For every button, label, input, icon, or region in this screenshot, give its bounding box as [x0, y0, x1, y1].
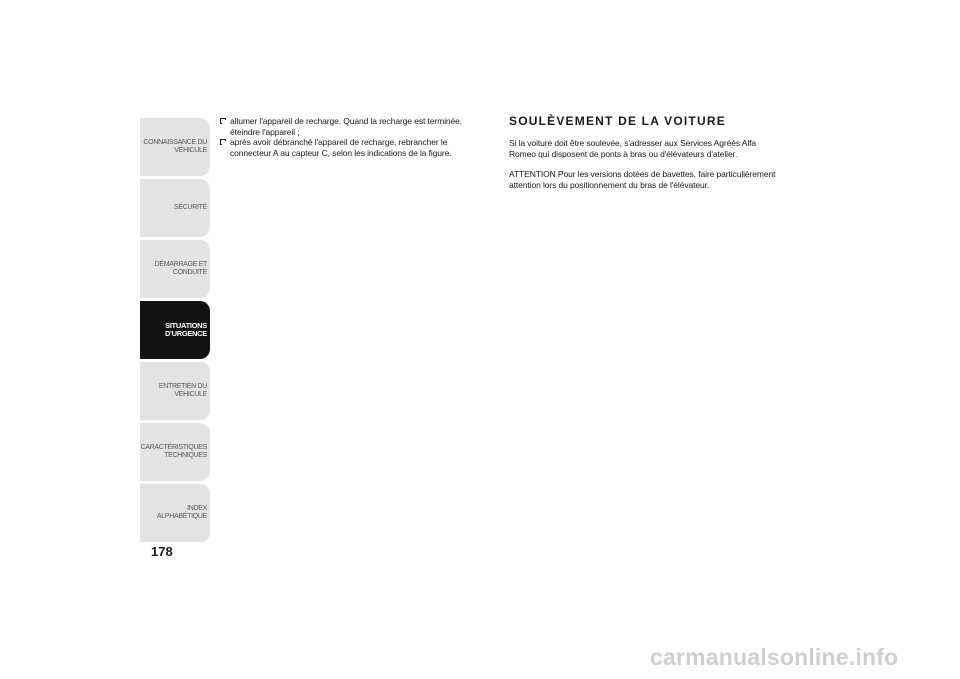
tab-entretien-du-vehicule[interactable]: [140, 362, 210, 420]
tab-label: DÉMARRAGE ET CONDUITE: [154, 261, 207, 276]
chapter-tabs: [140, 118, 210, 545]
tab-label: INDEX ALPHABÉTIQUE: [156, 505, 207, 520]
tab-label: CONNAISSANCE DU VÉHICULE: [143, 139, 207, 154]
left-column: [220, 116, 485, 158]
tab-connaissance-du-vehicule[interactable]: [140, 118, 210, 176]
paragraph: Si la voiture doit être soulevée, s'adresser aux Services Agréés Alfa Romeo qui disposent de ponts à bras ou d'élévateurs d'atelier.: [509, 138, 757, 159]
checkbox-bullet-icon: [220, 139, 226, 145]
list-item-text: après avoir débranché l'appareil de recharge, rebrancher le connecteur A au capteur C, selon les indications de la figure.: [230, 137, 452, 158]
tab-index-alphabetique[interactable]: [140, 484, 210, 542]
watermark: carmanualsonline.info: [650, 644, 899, 670]
right-column: [509, 114, 779, 200]
page-number: 178: [151, 544, 173, 559]
section-title: SOULÈVEMENT DE LA VOITURE: [509, 114, 726, 128]
tab-securite[interactable]: [140, 179, 210, 237]
tab-label: CARACTÉRISTIQUES TECHNIQUES: [140, 444, 207, 459]
tab-label: SÉCURITÉ: [174, 204, 207, 211]
tab-label: SITUATIONS D'URGENCE: [164, 321, 207, 338]
list-item: [220, 137, 485, 158]
tab-demarrage-et-conduite[interactable]: [140, 240, 210, 298]
list-item-text: allumer l'appareil de recharge. Quand la recharge est terminée, éteindre l'appareil ;: [230, 116, 463, 137]
tab-caracteristiques-techniques[interactable]: [140, 423, 210, 481]
list-item: [220, 116, 485, 137]
tab-situations-d-urgence[interactable]: [140, 301, 210, 359]
checkbox-bullet-icon: [220, 118, 226, 124]
tab-label: ENTRETIEN DU VÉHICULE: [158, 383, 207, 398]
paragraph: ATTENTION Pour les versions dotées de bavettes, faire particulièrement attention lors du positionnement du bras de l'élévateur.: [509, 169, 776, 190]
